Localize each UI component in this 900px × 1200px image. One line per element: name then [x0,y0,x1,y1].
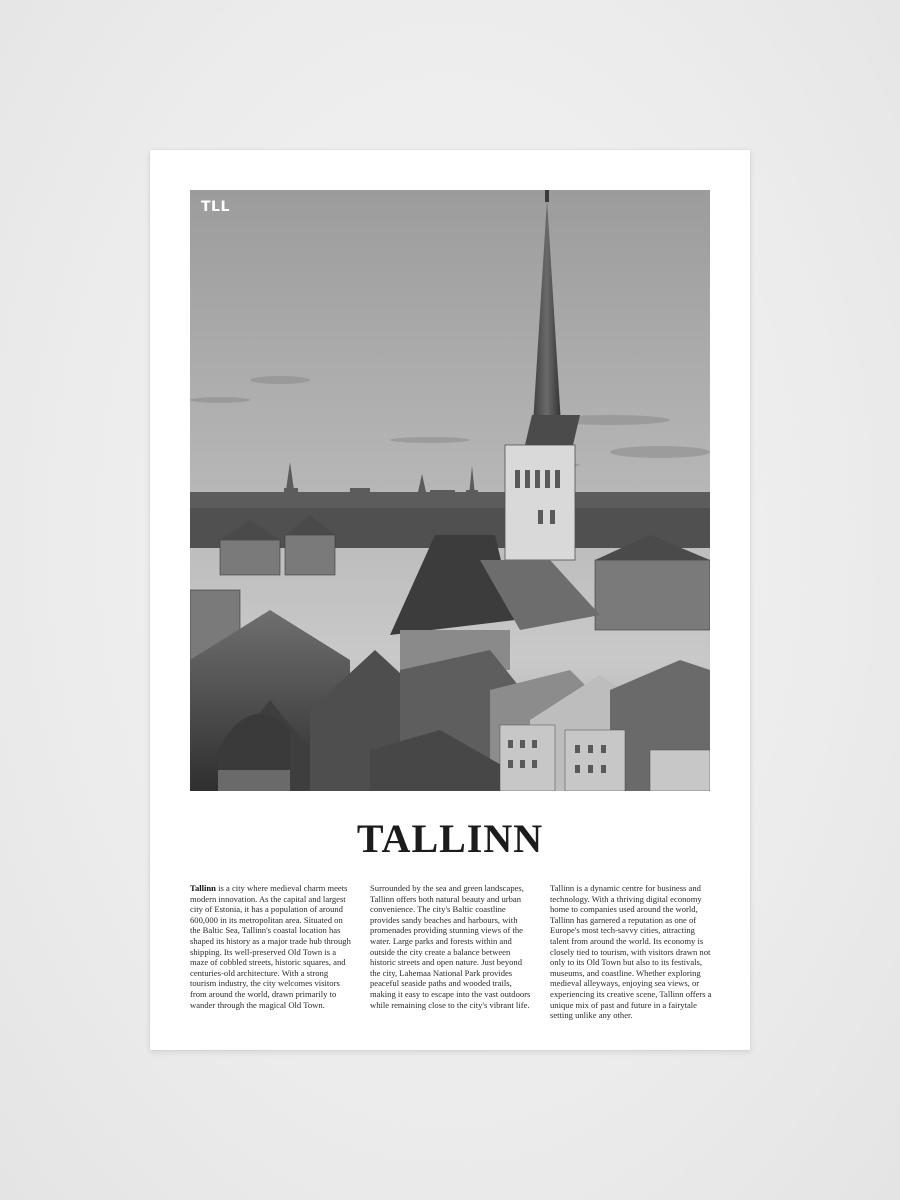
poster-title: TALLINN [356,816,544,861]
tallinn-old-town-image [190,190,710,791]
column-1-lead: Tallinn [190,883,216,893]
text-column-2: Surrounded by the sea and green landscapes, Tallinn offers both natural beauty and urban convenience. The city's Baltic coastline provides sandy beaches and harbours, with promenades providing stunning views of the water. Large parks and forests within and outside the city create a balance between historic streets and open nature. Just beyond the city, Lahemaa National Park provides peaceful seaside paths and wooded trails, making it easy to escape into the vast outdoors while remaining close to the city's vibrant life. [370,883,531,1010]
text-column-1 [190,883,352,1010]
column-1-body: is a city where medieval charm meets modern innovation. As the capital and largest city of Estonia, it has a population of around 600,000 in its metropolitan area. Situated on the Baltic Sea, Tallinn's coastal location has shaped its history as a major trade hub through shipping. Its well-preserved Old Town is a maze of cobbled streets, historic squares, and centuries-old architecture. With a strong tourism industry, the city welcomes visitors from around the world, drawn primarily to wander through the magical Old Town. [190,883,351,1010]
text-column-3: Tallinn is a dynamic centre for business and technology. With a thriving digital economy home to companies used around the world, Tallinn has garnered a reputation as one of Europe's most tech-savvy cities, attracting talent from around the world. Its economy is closely tied to tourism, with visitors drawn not only to its Old Town but also to its festivals, museums, and coastline. Whether exploring medieval alleyways, enjoying sea views, or experiencing its creative scene, Tallinn offers a unique mix of past and future in a fairytale setting unlike any other. [550,883,712,1021]
city-code-label: TLL [201,199,230,215]
city-photo [190,190,710,791]
poster [150,150,750,1050]
